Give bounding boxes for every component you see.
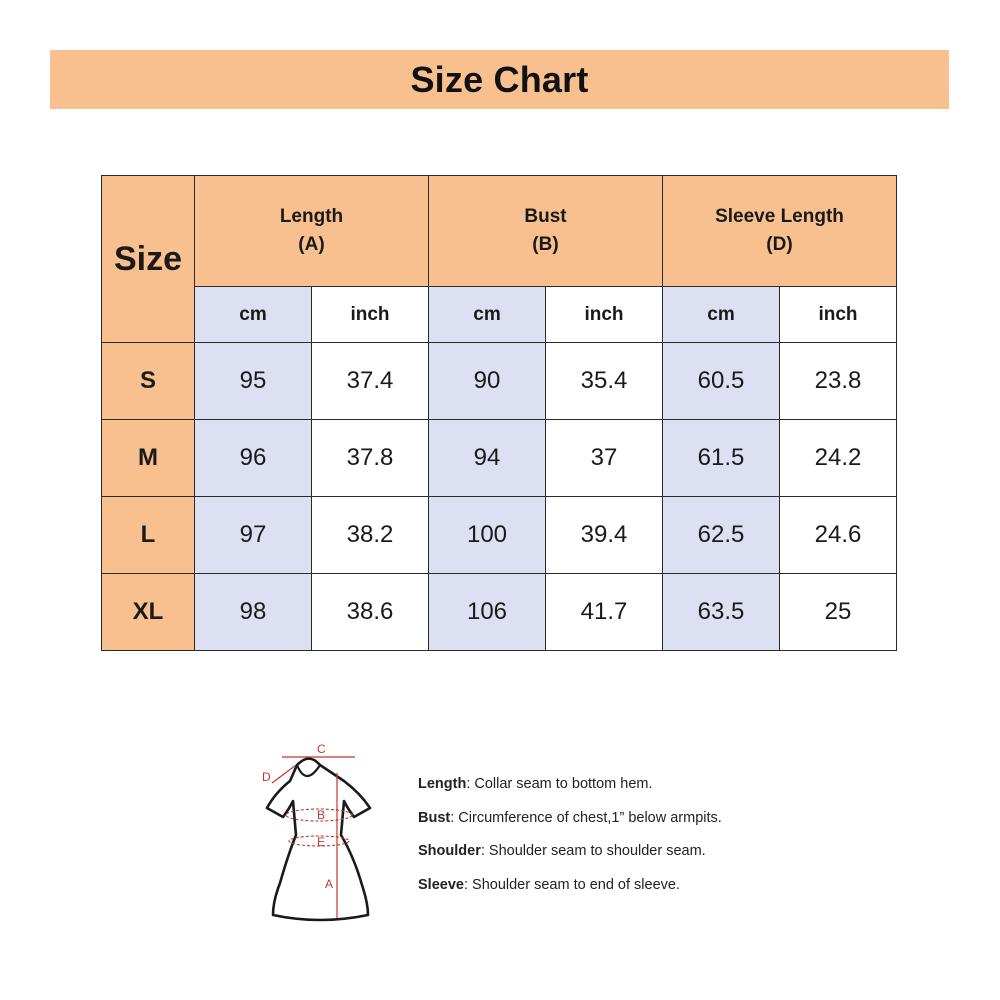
unit-cell: inch [312,287,429,343]
table-cell: 96 [195,420,312,497]
table-row [102,420,897,497]
size-header-cell [102,176,195,343]
unit-cell: cm [429,287,546,343]
legend-term: Shoulder [418,843,481,859]
label-e: E [317,835,326,849]
size-label: M [102,420,195,497]
table-row [102,497,897,574]
unit-cell: inch [546,287,663,343]
table-cell: 38.6 [312,574,429,651]
legend-item [418,806,978,840]
table-cell: 41.7 [546,574,663,651]
group-code: (B) [532,234,559,255]
legend-item [418,873,978,907]
table-cell: 24.6 [780,497,897,574]
table-cell: 37.4 [312,343,429,420]
size-chart-table [101,175,897,651]
length-header [195,176,429,287]
table-cell: 23.8 [780,343,897,420]
table-cell: 97 [195,497,312,574]
sleeve-length-header [663,176,897,287]
legend-desc: : Shoulder seam to end of sleeve. [463,876,680,893]
page-title: Size Chart [410,58,589,100]
bust-header [429,176,663,287]
title-banner [50,50,949,109]
table-cell: 61.5 [663,420,780,497]
table-cell: 37 [546,420,663,497]
table-cell: 38.2 [312,497,429,574]
table-cell: 39.4 [546,497,663,574]
label-a: A [325,877,334,891]
table-cell: 95 [195,343,312,420]
legend-desc: : Collar seam to bottom hem. [466,776,653,792]
label-b: B [317,808,326,822]
legend-desc: : Circumference of chest,1” below armpits. [450,809,722,826]
table-cell: 63.5 [663,574,780,651]
table-cell: 90 [429,343,546,420]
table-cell: 25 [780,574,897,651]
table-cell: 60.5 [663,343,780,420]
size-label: XL [102,574,195,651]
table-cell: 35.4 [546,343,663,420]
label-c: C [317,742,326,756]
unit-cell: inch [780,287,897,343]
table-cell: 100 [429,497,546,574]
group-label: Bust [524,206,567,227]
neckline [297,765,320,776]
legend-desc: : Shoulder seam to shoulder seam. [480,843,706,859]
table-cell: 24.2 [780,420,897,497]
table-cell: 62.5 [663,497,780,574]
legend-item [418,772,978,806]
table-row [102,574,897,651]
group-label: Length [279,206,344,227]
table-cell: 98 [195,574,312,651]
group-code: (D) [766,234,793,255]
legend-term: Length [418,776,467,792]
table-row [102,343,897,420]
size-label: S [102,343,195,420]
legend-term: Bust [418,809,451,826]
unit-cell: cm [663,287,780,343]
table-cell: 37.8 [312,420,429,497]
unit-cell: cm [195,287,312,343]
table-cell: 106 [429,574,546,651]
legend-item [418,839,978,873]
label-d: D [262,770,271,784]
legend-term: Sleeve [418,876,464,893]
size-header: Size [113,239,183,278]
table-cell: 94 [429,420,546,497]
table-header-row [102,176,897,287]
unit-row [102,287,897,343]
group-code: (A) [298,234,325,255]
dress-measurement-diagram [250,735,380,925]
measurement-legend [418,772,978,906]
group-label: Sleeve Length [715,206,844,227]
size-label: L [102,497,195,574]
